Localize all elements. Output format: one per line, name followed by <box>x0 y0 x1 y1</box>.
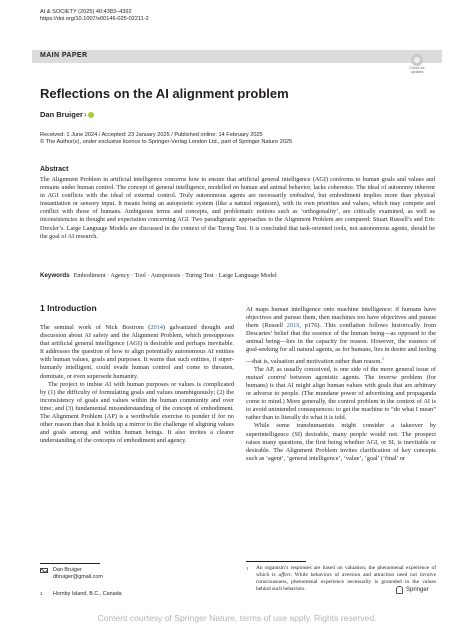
left-column <box>40 324 234 445</box>
citation-link[interactable]: 2019 <box>286 322 300 330</box>
author-name[interactable]: Dan Bruiger <box>40 110 83 119</box>
footnote-text: An organism’s responses are based on valuation, the phenomenal experience of which is affect. While behaviors of aversion and attraction need not involve consciousness, phenomenal experience necessarily is grounded in the values behind such behaviors. <box>256 565 436 592</box>
check-badge-line2: updates <box>410 70 424 74</box>
section-label-bar <box>32 50 442 63</box>
check-badge-line1: Check for <box>409 66 425 70</box>
affiliation-text: Hornby Island, B.C., Canada <box>53 591 122 597</box>
paragraph: While some transhumanists might consider a takeover by superintelligence (SI) desirable, many people would not. The prospect raises many questions, the first being whether AGI, or SI, is inevitable or desirable. The Alignment Problem invites clarification of key concepts such as ‘agent’, ‘general intelligence’, ‘value’, ‘goal’ (‘final’ or <box>246 422 436 462</box>
footnote-divider <box>246 561 306 562</box>
article-title: Reflections on the AI alignment problem <box>40 86 289 101</box>
journal-reference <box>40 9 149 23</box>
author-affiliation-marker: 1 <box>83 112 87 117</box>
abstract-text: The Alignment Problem in artificial intelligence concerns how to ensure that artificial general intelligence (AGI) conforms to human goals and values and remains under human control. The concept of general intelligence, modelled on human and animal behavior, lacks coherence. The ideal of autonomy inherent in AGI conflicts with the ideal of external control. Truly autonomous agents are necessarily embodied, but embodiment implies more than physical instantiation or sensory input. It means being an autopoietic system (like a natural organism), with its own priorities and values, which may compete and conflict with those of humans. Ambiguous terms and concepts, and problematic notions such as ‘orthogonality’, are critically examined, as well as inconsistencies in thought and expectation concerning AGI. Two paradigmatic approaches to the Alignment Problem are compared: Stuart Russell’s and Eric Drexler’s. Large Language Models are discussed in the context of the Turing Test. It is concluded that task-oriented tools, not autonomous agents, should be the goal of AI research. <box>40 176 436 240</box>
envelope-icon <box>40 568 48 573</box>
right-column <box>246 306 436 463</box>
keywords-label: Keywords <box>40 272 70 279</box>
dates-line: Received: 1 June 2024 / Accepted: 23 January 2025 / Published online: 14 February 2025 <box>40 132 263 138</box>
keywords-list: Embodiment · Agency · Tool · Autopoiesis · Turing Test · Large Language Model <box>73 272 277 279</box>
author-line <box>40 110 94 119</box>
publisher-name: Springer <box>406 587 429 593</box>
paragraph: The project to imbue AI with human purposes or values is complicated by (1) the difficulty of formulating goals and values unambiguously; (2) the inconsistency of goals and values within the human community and over time; and (3) fundamental misunderstanding of the concept of embodiment. The Alignment Problem (AP) is a worthwhile exercise to ponder if for no other reason than that it holds up a mirror to the challenge of aligning values and goals among and within human beings. It also invites a clearer understanding of the concepts of embodiment and agency. <box>40 380 234 445</box>
publisher-logo <box>396 586 429 594</box>
footnote-number: 1 <box>246 566 249 571</box>
author-contact <box>40 567 103 581</box>
paragraph: The seminal work of Nick Bostrom (2014) galvanized thought and discussion about AI safety and the Alignment Problem, which presupposes that artificial general intelligence (AGI) is desirable and perhaps inevitable. It addresses the question of how to align potentially autonomous AI entities with human values, goals and purposes. It warns that such entities, if super-humanly intelligent, could evade human control and come to threaten, dominate, or even supersede humanity. <box>40 324 234 380</box>
paragraph: The AP, as usually conceived, is one side of the more general issue of mutual control between agonistic agents. The inverse problem (for humans) is that AI might align human values with goals that are arbitrary or adverse to people. (The mundane power of advertising and propaganda come to mind.) More generally, the control problem in the context of AI is to avoid unintended consequences: to get the machine to “do what I mean” rather than to literally do what it is told. <box>246 365 437 422</box>
affiliation-number: 1 <box>40 591 43 596</box>
check-for-updates-badge[interactable] <box>404 54 430 78</box>
courtesy-footer: Content courtesy of Springer Nature, terms of use apply. Rights reserved. <box>97 613 377 623</box>
orcid-icon[interactable] <box>88 112 94 118</box>
keywords <box>40 272 277 279</box>
contact-email[interactable]: dbruiger@gmail.com <box>53 574 103 580</box>
copyright-line: © The Author(s), under exclusive licence to Springer-Verlag London Ltd., part of Springer Nature 2025 <box>40 139 293 145</box>
section-label: MAIN PAPER <box>40 52 88 59</box>
crossmark-icon <box>411 54 423 66</box>
journal-citation: AI & SOCIETY (2025) 40:4383–4392 <box>40 9 132 15</box>
publication-history <box>40 132 292 146</box>
citation-link[interactable]: 2014 <box>150 324 163 331</box>
affiliation <box>40 591 122 597</box>
paragraph: AI maps human intelligence onto machine intelligence: if humans have objectives and pursue them, then machines too have objectives and pursue them (Russell 2019, p176). This conflation follows historically from Descartes’ belief that the essence of the human being—as opposed to the animal being—lies in the capacity for reason. However, the essence of goal-seeking for all natural agents, as for humans, lies in desire and feeling—that is, valuation and motivation rather than reason.$^1$ <box>246 306 436 365</box>
section-heading-introduction: 1 Introduction <box>40 303 97 313</box>
doi-link[interactable]: https://doi.org/10.1007/s00146-025-02211-2 <box>40 16 149 22</box>
footnote-divider <box>40 563 100 564</box>
springer-horse-icon <box>396 586 403 594</box>
abstract-heading: Abstract <box>40 166 69 173</box>
footnote-marker[interactable]: 1 <box>381 355 385 361</box>
abstract-emphasis: embodied <box>289 192 314 200</box>
contact-name: Dan Bruiger <box>53 567 82 573</box>
